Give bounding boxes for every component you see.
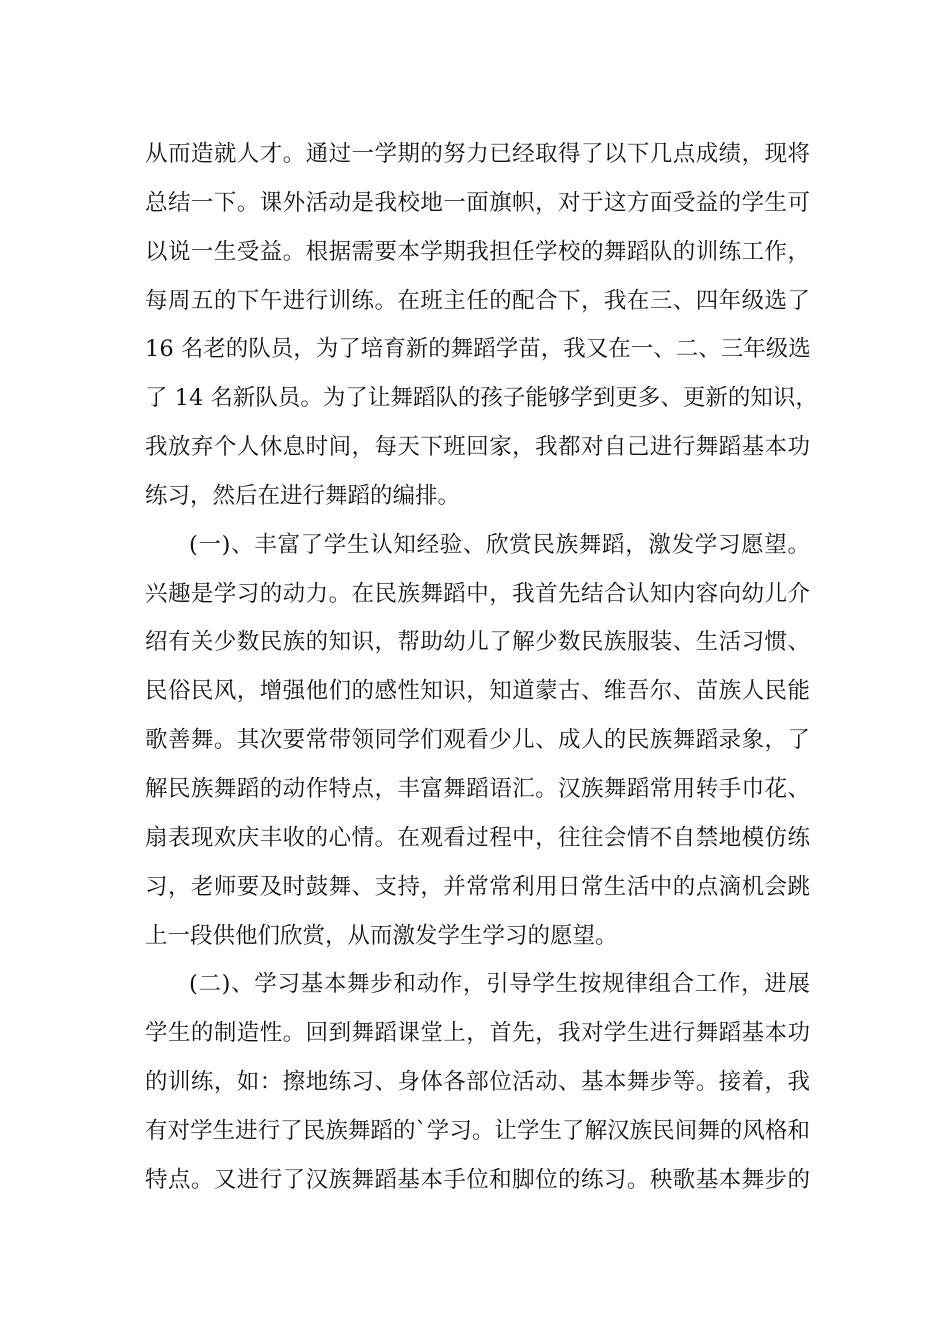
- text-line: 学生的制造性。回到舞蹈课堂上，首先，我对学生进行舞蹈基本功: [145, 1020, 810, 1047]
- text-line: 特点。又进行了汉族舞蹈基本手位和脚位的练习。秧歌基本舞步的: [145, 1166, 810, 1193]
- text-line: 总结一下。课外活动是我校地一面旗帜，对于这方面受益的学生可: [145, 189, 810, 216]
- text-line: 我放弃个人休息时间，每天下班回家，我都对自己进行舞蹈基本功: [145, 434, 810, 461]
- text-line: 以说一生受益。根据需要本学期我担任学校的舞蹈队的训练工作，: [145, 238, 810, 265]
- text-line: 上一段供他们欣赏，从而激发学生学习的愿望。: [145, 922, 618, 949]
- text-line: 每周五的下午进行训练。在班主任的配合下，我在三、四年级选了: [145, 287, 810, 314]
- text-line: 习，老师要及时鼓舞、支持，并常常利用日常生活中的点滴机会跳: [145, 873, 810, 900]
- text-line: 解民族舞蹈的动作特点，丰富舞蹈语汇。汉族舞蹈常用转手巾花、: [145, 775, 810, 802]
- text-line: 绍有关少数民族的知识，帮助幼儿了解少数民族服装、生活习惯、: [145, 629, 810, 656]
- text-line: 有对学生进行了民族舞蹈的`学习。让学生了解汉族民间舞的风格和: [145, 1117, 810, 1144]
- text-line: 的训练，如：擦地练习、身体各部位活动、基本舞步等。接着，我: [145, 1069, 810, 1096]
- text-line: 扇表现欢庆丰收的心情。在观看过程中，往往会情不自禁地模仿练: [145, 824, 810, 851]
- text-line: 从而造就人才。通过一学期的努力已经取得了以下几点成绩，现将: [145, 141, 810, 167]
- text-line: 兴趣是学习的动力。在民族舞蹈中，我首先结合认知内容向幼儿介: [145, 580, 810, 607]
- text-line: 了 14 名新队员。为了让舞蹈队的孩子能够学到更多、更新的知识，: [145, 385, 818, 412]
- text-line: (一)、丰富了学生认知经验、欣赏民族舞蹈，激发学习愿望。: [189, 531, 810, 558]
- text-line: 歌善舞。其次要常带领同学们观看少儿、成人的民族舞蹈录象，了: [145, 727, 810, 754]
- text-line: 民俗民风，增强他们的感性知识，知道蒙古、维吾尔、苗族人民能: [145, 678, 810, 705]
- text-line: 练习，然后在进行舞蹈的编排。: [145, 482, 461, 509]
- text-line: (二)、学习基本舞步和动作，引导学生按规律组合工作，进展: [189, 971, 810, 998]
- text-line: 16 名老的队员，为了培育新的舞蹈学苗，我又在一、二、三年级选: [145, 336, 811, 363]
- document-body: [145, 134, 818, 1209]
